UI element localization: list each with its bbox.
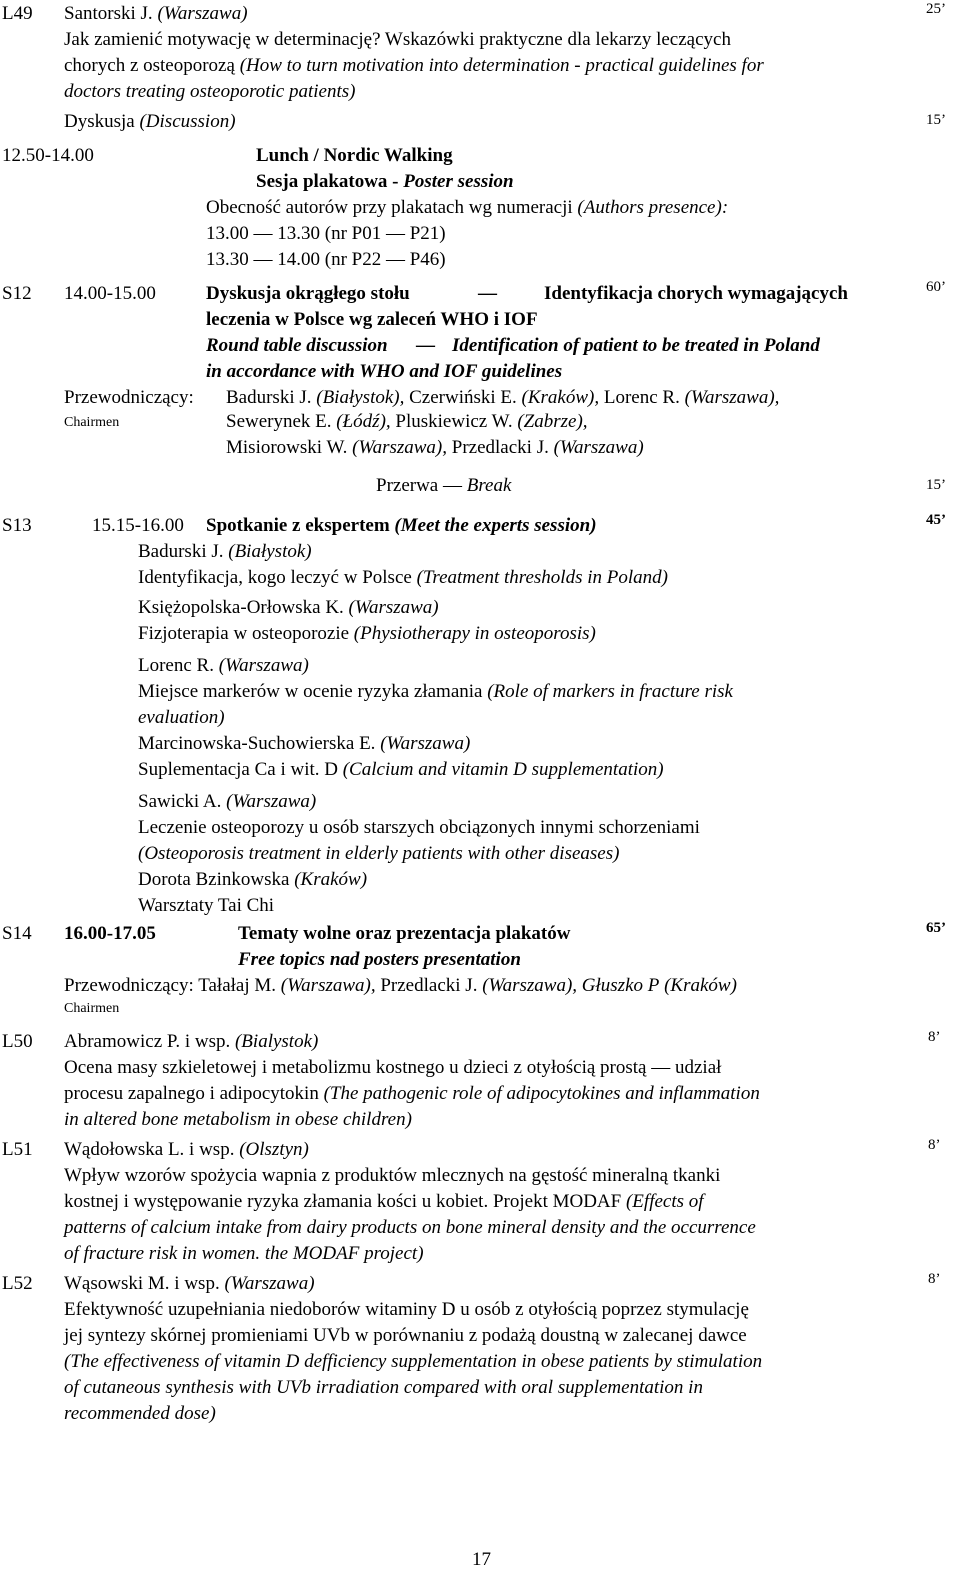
s12-chair-line2 [226,412,588,431]
l52-minutes: 8’ [928,1271,941,1287]
lunch-time: 12.50-14.00 [2,145,94,166]
break-pl: Przerwa [376,475,439,496]
slot2-dash-icon: — [253,249,273,270]
l51-en-b: (Effects of [625,1191,704,1212]
l49-author: Santorski J. [64,3,153,24]
l51-en-d: of fracture risk in women. the MODAF project) [64,1243,424,1264]
chair-talalaj-city: (Warszawa), [280,975,376,996]
s12-code: S12 [2,283,32,304]
expert-author: Księżopolska-Orłowska K. [138,597,344,618]
s12-time: 14.00-15.00 [64,283,156,304]
s13-item-6-author [138,870,367,889]
s12-en-dash-icon: — [416,335,435,356]
l49-title-en-a: (How to turn motivation into determination - practical guidelines for [239,55,764,76]
s14-minutes: 65’ [926,920,946,936]
s12-title-a: Dyskusja okrągłego stołu [206,283,410,304]
slot2-start: 13.30 [206,249,249,270]
s12-en-c: in accordance with WHO and IOF guidelines [206,361,563,382]
poster-session-en: Poster session [403,171,514,192]
s13-item-6-title: Warsztaty Tai Chi [138,895,275,916]
l49-minutes: 25’ [926,1,946,17]
expert-city: (Kraków) [294,869,368,890]
s13-item-3-author [138,656,309,675]
presence-line [206,198,728,217]
s13-item-4-author [138,734,470,753]
l52-code: L52 [2,1273,33,1294]
expert-topic-en: (Role of markers in fracture risk [487,681,733,702]
l50-pl-a-text: Ocena masy szkieletowej i metabolizmu kostnego u dzieci z otyłością prostą [64,1057,647,1078]
s12-chair-sub: Chairmen [64,415,120,430]
l49-title-pl: Jak zamienić motywację w determinację? Wskazówki praktyczne dla lekarzy leczących [64,29,731,50]
discussion-en: (Discussion) [139,111,236,132]
expert-city: (Warszawa) [380,733,471,754]
expert-author: Badurski J. [138,541,224,562]
expert-topic-pl: Miejsce markerów w ocenie ryzyka złamania [138,681,483,702]
slot1-range: (nr P01 [324,223,382,244]
s14-title-pl: Tematy wolne oraz prezentacja plakatów [238,923,571,944]
chair-pluskiewicz-city: (Zabrze), [517,411,588,432]
s12-chair-label: Przewodniczący: [64,387,194,408]
s14-chair-sub: Chairmen [64,1001,120,1016]
s13-item-4-title [138,760,664,779]
slot1-start: 13.00 [206,223,249,244]
l50-minutes: 8’ [928,1029,941,1045]
chair-badurski: Badurski J. [226,387,312,408]
l51-pl-a: Wpływ wzorów spożycia wapnia z produktów mlecznych na gęstość mineralną tkanki [64,1165,721,1186]
s13-title-en: (Meet the experts session) [394,515,597,536]
l51-city: (Olsztyn) [239,1139,309,1160]
l52-author-line [64,1274,315,1293]
chair-czerwinski: Czerwiński E. [409,387,517,408]
l50-pl-a [64,1058,721,1077]
break-line [376,476,511,495]
l50-code: L50 [2,1031,33,1052]
chair-sewerynek: Sewerynek E. [226,411,332,432]
s12-chair-line3 [226,438,644,457]
poster-slot-2 [206,250,446,269]
l50-city: (Bialystok) [234,1031,319,1052]
l52-author: Wąsowski M. i wsp. [64,1273,220,1294]
chair-przedlacki-city: (Warszawa) [553,437,644,458]
l50-author-line [64,1032,318,1051]
s12-title-dash-icon: — [478,283,497,304]
chair-talalaj: Tałałaj M. [198,975,277,996]
s13-item-3-title [138,682,733,701]
s13-item-5-title: Leczenie osteoporozy u osób starszych obciązonych innymi schorzeniami [138,817,700,838]
slot2-range: (nr P22 [324,249,382,270]
expert-topic-pl: Identyfikacja, kogo leczyć w Polsce [138,567,412,588]
expert-author: Sawicki A. [138,791,222,812]
chair-misiorowski-city: (Warszawa), [352,437,448,458]
chair-gluszko-city: (Kraków) [664,975,737,996]
chair-przedlacki: Przedlacki J. [451,437,549,458]
l50-author: Abramowicz P. i wsp. [64,1031,231,1052]
l52-en-c: (The effectiveness of vitamin D defficiency supplementation in obese patients by stimulation [64,1351,763,1372]
s13-item-1-title [138,568,668,587]
slot1-dash-icon: — [253,223,273,244]
break-dash-icon: — [443,475,462,496]
chair-przedlacki-2-city: (Warszawa), [482,975,578,996]
expert-topic-en: (Physiotherapy in osteoporosis) [353,623,596,644]
s13-title-pl: Spotkanie z ekspertem [206,515,390,536]
s13-item-3-title-cont: evaluation) [138,707,225,728]
s12-title-c: leczenia w Polsce wg zaleceń WHO i IOF [206,309,538,330]
break-en: Break [466,475,512,496]
s13-code: S13 [2,515,32,536]
slot1-end: 13.30 [277,223,320,244]
chair-lorenc-city: (Warszawa), [684,387,780,408]
l52-city: (Warszawa) [224,1273,315,1294]
s13-item-1-author [138,542,312,561]
l50-dash-icon: — [651,1057,671,1078]
chair-misiorowski: Misiorowski W. [226,437,348,458]
s13-item-2-author [138,598,439,617]
presence-en: (Authors presence): [577,197,729,218]
slot2-range-end: P46) [409,249,446,270]
s13-item-5-title-en: (Osteoporosis treatment in elderly patients with other diseases) [138,843,620,864]
slot1-range-end: P21) [409,223,446,244]
s12-chair-line1 [226,388,779,407]
poster-slot-1 [206,224,446,243]
s12-en-b: Identification of patient to be treated in Poland [452,335,820,356]
l51-pl-b: kostnej i występowanie ryzyka złamania kości u kobiet. Projekt MODAF [64,1191,622,1212]
s14-chair-line [64,976,737,995]
l50-en-c: in altered bone metabolism in obese children) [64,1109,412,1130]
slot1-range-dash-icon: — [385,223,405,244]
s13-time: 15.15-16.00 [92,515,184,536]
discussion-line [64,112,236,131]
expert-city: (Warszawa) [226,791,317,812]
s14-title-en: Free topics nad posters presentation [238,949,521,970]
s12-minutes: 60’ [926,279,946,295]
s14-time: 16.00-17.05 [64,923,156,944]
l50-en-b: (The pathogenic role of adipocytokines and inflammation [323,1083,760,1104]
l49-city: (Warszawa) [157,3,248,24]
s13-title [206,516,597,535]
expert-topic-pl: Fizjoterapia w osteoporozie [138,623,350,644]
break-minutes: 15’ [926,477,946,493]
l50-line-b [64,1084,760,1103]
discussion-minutes: 15’ [926,112,946,128]
s13-item-5-author [138,792,316,811]
chair-sewerynek-city: (Łódź), [336,411,391,432]
poster-session-line [256,172,514,191]
l52-en-e: recommended dose) [64,1403,216,1424]
expert-city: (Warszawa) [348,597,439,618]
page-number: 17 [472,1549,491,1570]
l52-pl-a: Efektywność uzupełniania niedoborów witaminy D u osób z otyłością poprzez stymulację [64,1299,749,1320]
l49-title-en-b: doctors treating osteoporotic patients) [64,81,356,102]
poster-session-pl: Sesja plakatowa - [256,171,399,192]
expert-topic-pl: Suplementacja Ca i wit. D [138,759,338,780]
chair-gluszko: Głuszko P [581,975,660,996]
s12-en-a: Round table discussion [206,335,388,356]
expert-author: Marcinowska-Suchowierska E. [138,733,376,754]
expert-city: (Białystok) [228,541,312,562]
l50-pl-b: procesu zapalnego i adipocytokin [64,1083,319,1104]
slot2-range-dash-icon: — [385,249,405,270]
l51-code: L51 [2,1139,33,1160]
s12-title-b: Identyfikacja chorych wymagających [544,283,848,304]
chair-pluskiewicz: Pluskiewicz W. [395,411,513,432]
l49-title-line2 [64,56,764,75]
s14-chair-label: Przewodniczący: [64,975,194,996]
l51-author-line [64,1140,309,1159]
l51-minutes: 8’ [928,1137,941,1153]
chair-lorenc: Lorenc R. [603,387,680,408]
l51-author: Wądołowska L. i wsp. [64,1139,235,1160]
l51-en-c: patterns of calcium intake from dairy products on bone mineral density and the occurrence [64,1217,756,1238]
s13-item-2-title [138,624,596,643]
expert-author: Dorota Bzinkowska [138,869,290,890]
chair-przedlacki-2: Przedlacki J. [380,975,478,996]
presence-pl: Obecność autorów przy plakatach wg numeracji [206,197,573,218]
chair-badurski-city: (Białystok), [316,387,405,408]
discussion-pl: Dyskusja [64,111,135,132]
lunch-title: Lunch / Nordic Walking [256,145,453,166]
l49-author-line [64,4,248,23]
expert-topic-en: (Calcium and vitamin D supplementation) [342,759,664,780]
expert-author: Lorenc R. [138,655,214,676]
chair-czerwinski-city: (Kraków), [521,387,600,408]
expert-topic-en: (Treatment thresholds in Poland) [416,567,668,588]
l49-title-pl2: chorych z osteoporozą [64,55,235,76]
s14-code: S14 [2,923,32,944]
l51-line-b [64,1192,704,1211]
s13-minutes: 45’ [926,512,946,528]
slot2-end: 14.00 [277,249,320,270]
l52-en-d: of cutaneous synthesis with UVb irradiation compared with oral supplementation in [64,1377,703,1398]
expert-city: (Warszawa) [218,655,309,676]
l52-pl-b: jej syntezy skórnej promieniami UVb w porównaniu z podażą doustną w zalecanej dawce [64,1325,747,1346]
l49-code: L49 [2,3,33,24]
l50-pl-a2: udział [675,1057,722,1078]
